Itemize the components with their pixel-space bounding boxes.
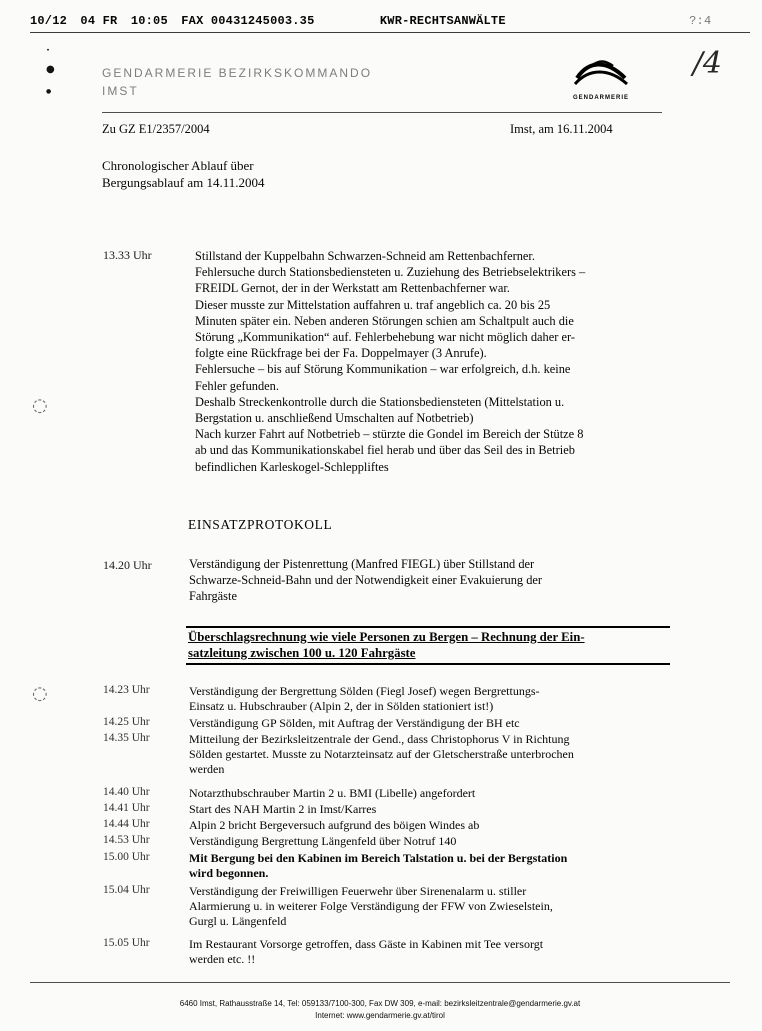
text-line: Schwarze-Schneid-Bahn und der Notwendigkeit einer Evakuierung der [189,573,543,587]
log-time: 14.41 Uhr [103,802,150,814]
text-line: Minuten später ein. Neben anderen Störungen schien am Schaltpult auch die [195,313,574,328]
punch-hole-mark: ◌ [32,683,48,704]
text-line: werden etc. !! [189,952,256,966]
highlight-line: satzleitung zwischen 100 u. 120 Fahrgäste [188,646,416,660]
text-line: Start des NAH Martin 2 in Imst/Karres [189,802,377,816]
text-line: Fehler gefunden. [195,378,279,393]
log-time: 14.44 Uhr [103,818,150,830]
estimate-highlight [186,626,670,665]
log-entry [189,716,669,731]
log-entry [189,884,669,929]
text-line: Deshalb Streckenkontrolle durch die Stationsbediensteten (Mittelstation u. [195,394,565,409]
log-time: 14.35 Uhr [103,732,150,744]
margin-mark: ● [46,88,52,95]
text-line: Notarzthubschrauber Martin 2 u. BMI (Libelle) angefordert [189,786,476,800]
text-line: ab und das Kommunikationskabel fiel herab und über das Seil des in Betrieb [195,443,575,458]
log-time: 14.23 Uhr [103,684,150,696]
fax-day: 04 FR [80,14,118,28]
text-line: Verständigung der Bergrettung Sölden (Fiegl Josef) wegen Bergrettungs- [189,684,540,698]
log-entry [189,802,669,817]
log-time: 14.40 Uhr [103,786,150,798]
highlight-line: Überschlagsrechnung wie viele Personen zu Bergen – Rechnung der Ein- [188,630,585,644]
protocol-title: EINSATZPROTOKOLL [188,517,333,532]
margin-mark: ˙ [44,46,52,65]
text-line: FREIDL Gernot, der in der Werkstatt am Rettenbachferner war. [195,281,510,296]
text-line: Einsatz u. Hubschrauber (Alpin 2, der in Sölden stationiert ist!) [189,699,494,713]
text-line: Nach kurzer Fahrt auf Notbetrieb – stürzte die Gondel im Bereich der Stütze 8 [195,427,584,442]
logo-icon [571,56,631,90]
fax-date: 10/12 [30,14,68,28]
fax-page-marker: ?:4 [689,14,712,28]
header-divider [102,112,662,113]
footer-divider [30,982,730,983]
log-time: 15.04 Uhr [103,884,150,896]
fax-number: FAX 00431245003.35 [181,14,315,28]
text-line: Fehlersuche durch Stationsbediensteten u. Zuziehung des Betriebselektrikers – [195,265,586,280]
text-line: Stillstand der Kuppelbahn Schwarzen-Schneid am Rettenbachferner. [195,249,535,263]
entry-time: 14.20 Uhr [103,558,152,572]
text-line: befindlichen Karleskogel-Schleppliftes [195,459,389,474]
text-line: Verständigung GP Sölden, mit Auftrag der Verständigung der BH etc [189,716,520,730]
log-time: 14.53 Uhr [103,834,150,846]
log-time: 14.25 Uhr [103,716,150,728]
main-entry-text [195,248,675,475]
text-line: Sölden gestartet. Musste zu Notarzteinsatz auf der Gletscherstraße unterbrochen [189,747,574,761]
department-name: GENDARMERIE BEZIRKSKOMMANDO [102,66,373,80]
text-line: Im Restaurant Vorsorge getroffen, dass Gäste in Kabinen mit Tee versorgt [189,937,544,951]
text-line: Fehlersuche – bis auf Störung Kommunikation – war erfolgreich, d.h. keine [195,362,571,377]
text-line: Alarmierung u. in weiterer Folge Verständigung der FFW von Zwieselstein, [189,899,553,913]
log-entry [189,851,669,881]
text-line: Bergstation u. anschließend Umschalten auf Notbetrieb) [195,411,474,426]
text-line: Verständigung Bergrettung Längenfeld über Notruf 140 [189,834,457,848]
log-time: 15.00 Uhr [103,851,150,863]
text-line: Verständigung der Pistenrettung (Manfred FIEGL) über Stillstand der [189,557,535,571]
log-time: 15.05 Uhr [103,937,150,949]
page-annotation: /4 [692,46,722,81]
place-date: Imst, am 16.11.2004 [510,122,613,136]
log-entry [189,732,669,777]
fax-time: 10:05 [130,14,168,28]
log-entry [189,786,669,801]
log-entry [189,937,669,967]
log-entry [189,684,669,714]
gendarmerie-logo [560,56,642,101]
text-line: Mitteilung der Bezirksleitzentrale der Gend., dass Christophorus V in Richtung [189,732,570,746]
text-line: Störung „Kommunikation“ auf. Fehlerbehebung war nicht möglich daher er- [195,330,575,345]
subject-line: Chronologischer Ablauf über [102,158,254,173]
log-entry [189,818,669,833]
fax-sender: KWR-RECHTSANWÄLTE [379,14,506,28]
margin-mark: ● [46,64,55,75]
text-line: Verständigung der Freiwilligen Feuerwehr über Sirenenalarm u. stiller [189,884,527,898]
footer-internet: Internet: www.gendarmerie.gv.at/tirol [315,1011,445,1020]
text-line: Dieser musste zur Mittelstation auffahren u. traf angeblich ca. 20 bis 25 [195,297,551,312]
text-line: wird begonnen. [189,866,269,880]
text-line: Mit Bergung bei den Kabinen im Bereich Talstation u. bei der Bergstation [189,851,568,865]
subject-line: Bergungsablauf am 14.11.2004 [102,175,265,190]
text-line: folgte eine Rückfrage bei der Fa. Doppelmayer (3 Anrufe). [195,346,487,361]
file-number: Zu GZ E1/2357/2004 [102,122,210,136]
text-line: Alpin 2 bricht Bergeversuch aufgrund des böigen Windes ab [189,818,480,832]
fax-header [30,14,750,33]
protocol-entry-text [189,556,669,604]
text-line: werden [189,762,225,776]
text-line: Fahrgäste [189,589,237,603]
footer-address: 6460 Imst, Rathausstraße 14, Tel: 059133/7100-300, Fax DW 309, e-mail: bezirksleitzentrale@gendarmerie.gv.at [179,999,581,1008]
text-line: Gurgl u. Längenfeld [189,914,287,928]
footer [60,998,700,1022]
log-entry [189,834,669,849]
entry-time: 13.33 Uhr [103,248,152,262]
punch-hole-mark: ◌ [32,395,48,416]
logo-text: GENDARMERIE [572,95,629,101]
subject [102,157,264,191]
department-unit: IMST [102,84,139,98]
